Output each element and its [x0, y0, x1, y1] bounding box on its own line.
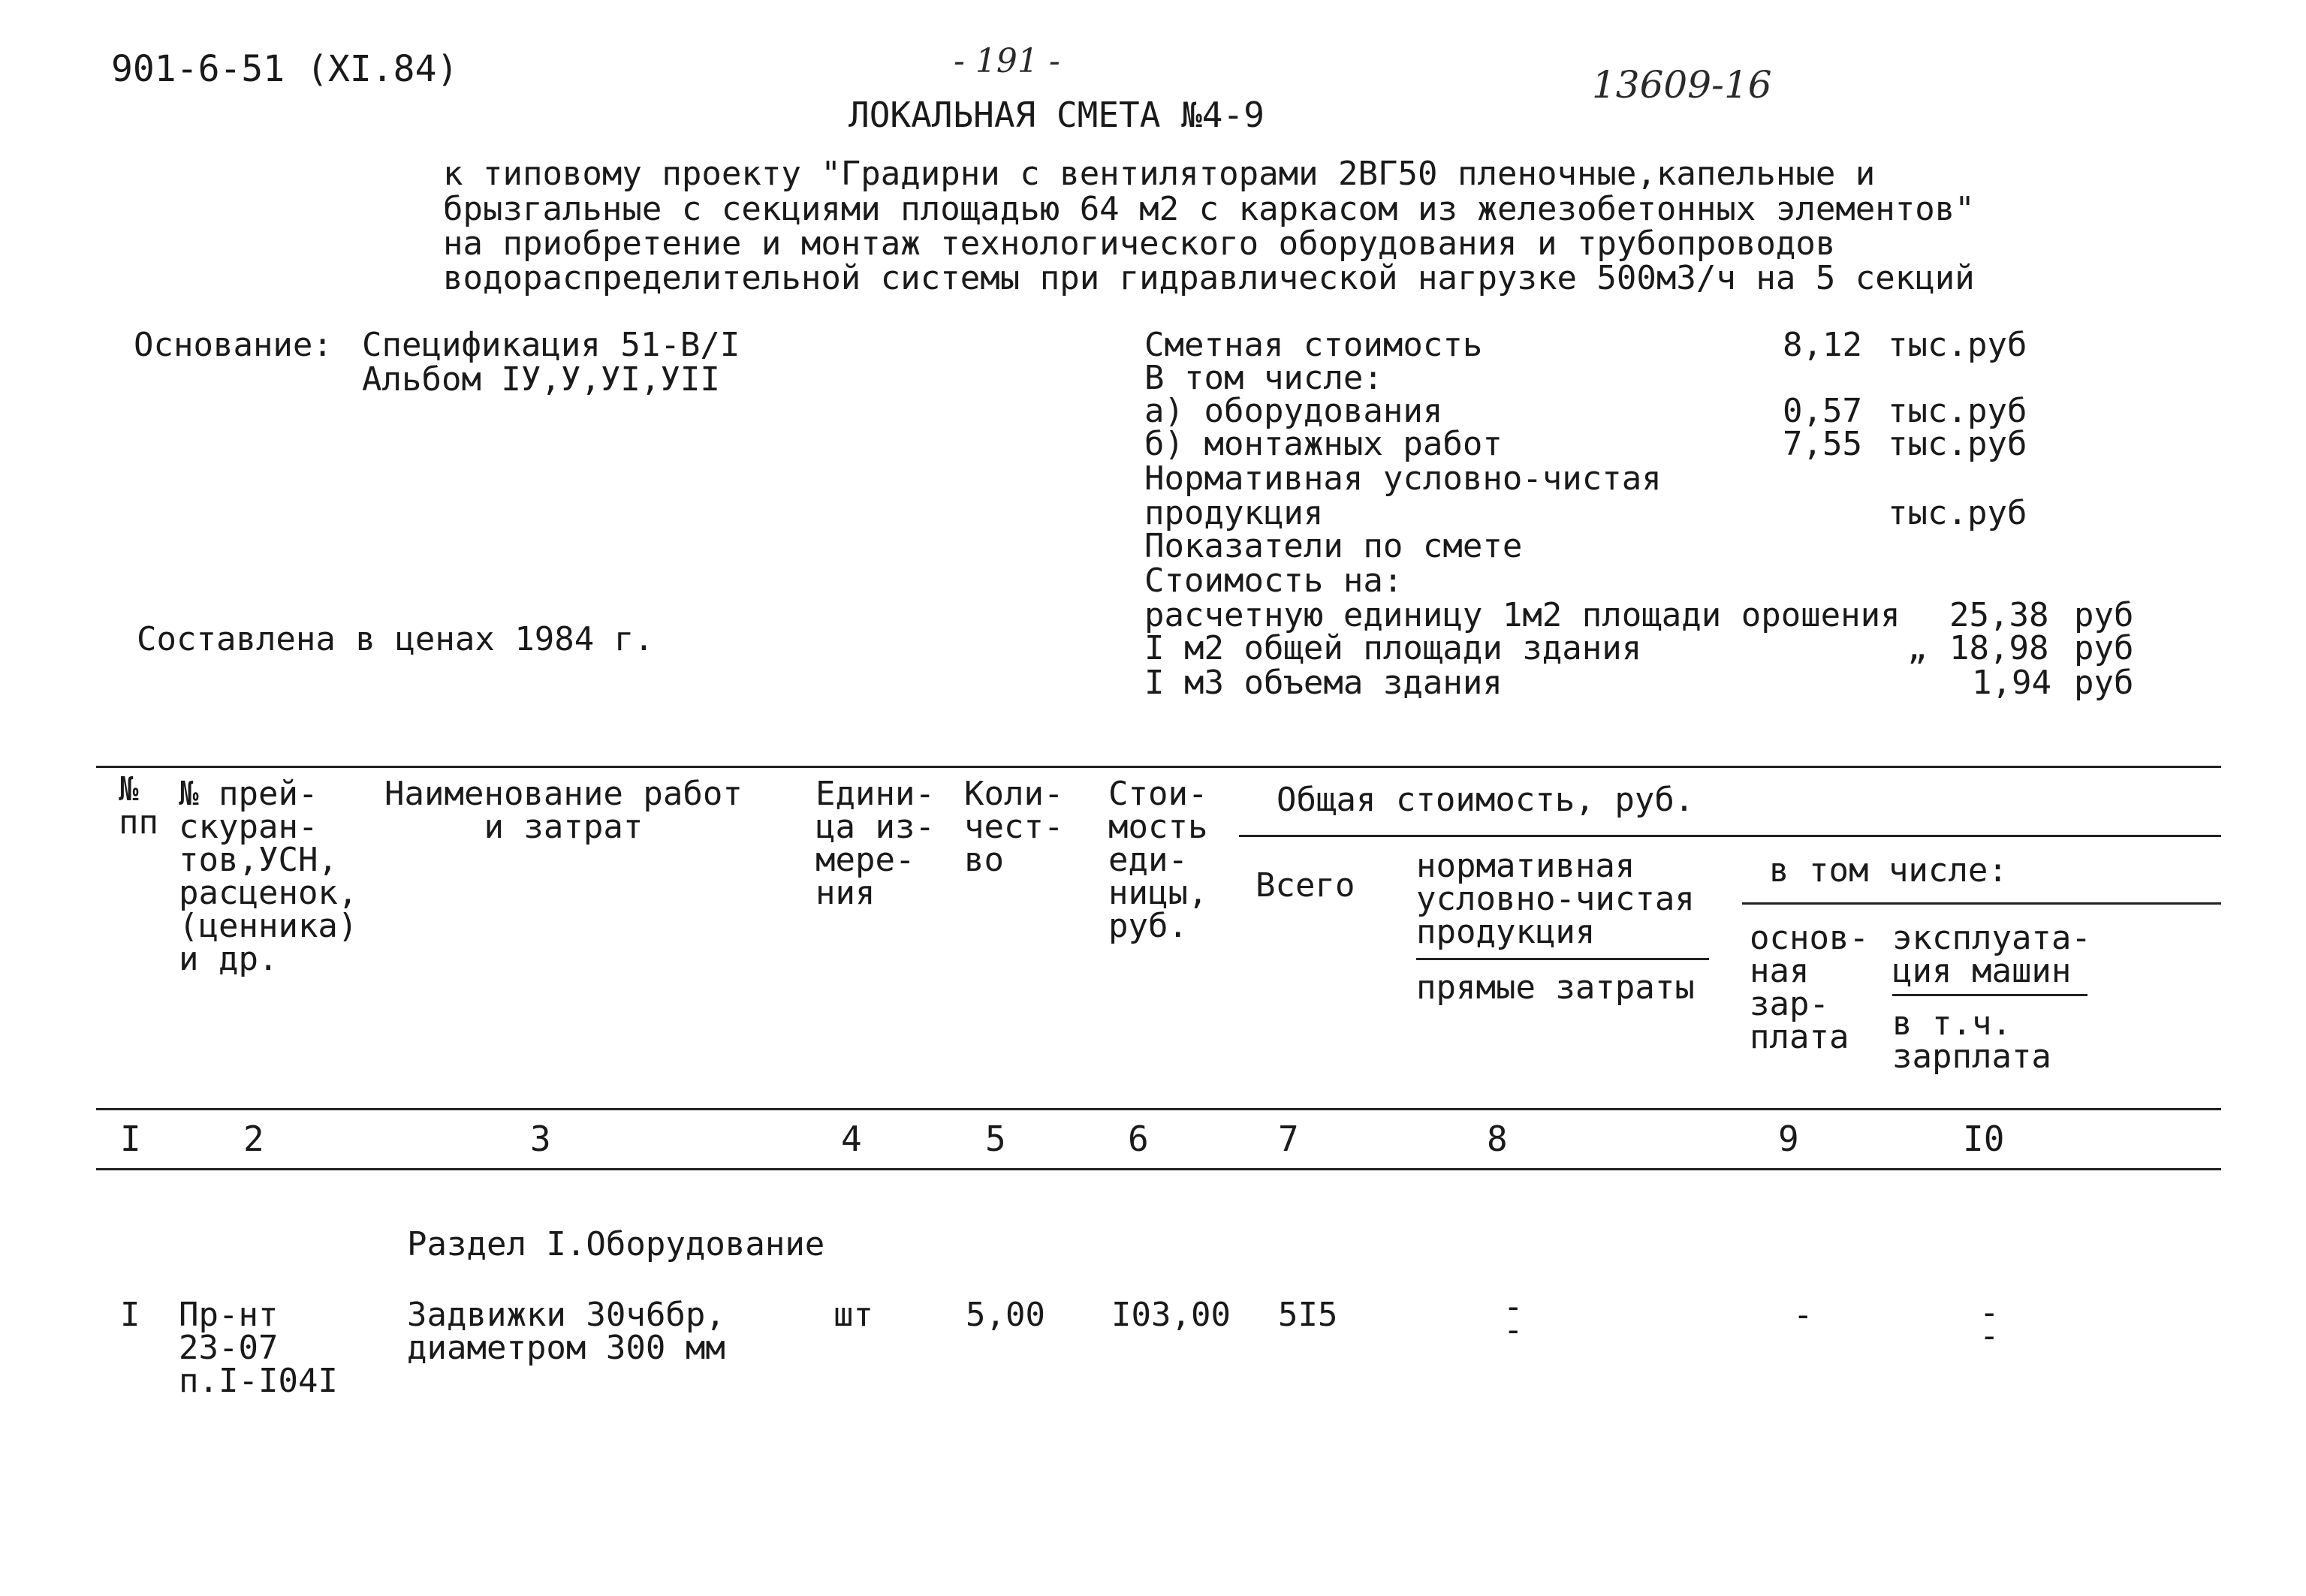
- header-col2-line: и др.: [179, 940, 279, 978]
- header-col6-line: мость: [1108, 808, 1208, 846]
- column-number-5: 5: [985, 1119, 1006, 1159]
- unit-area-label: расчетную единицу 1м2 площади орошения: [1144, 596, 1901, 634]
- row-quantity: 5,00: [966, 1296, 1045, 1334]
- column-number-8: 8: [1487, 1119, 1508, 1159]
- row-code: [179, 1296, 338, 1400]
- header-col10-line: эксплуата-: [1892, 919, 2091, 957]
- row-col8-dash: - -: [1503, 1287, 1524, 1349]
- column-number-4: 4: [841, 1119, 862, 1159]
- including-rule: [1742, 902, 2221, 905]
- header-col6-line: ницы,: [1108, 874, 1208, 912]
- column-number-3: 3: [530, 1119, 551, 1159]
- header-col5-line: чест-: [964, 808, 1064, 846]
- normative-label-2: продукция: [1144, 494, 1324, 532]
- building-volume-value: 1,94: [1972, 664, 2051, 702]
- header-col3-line: и затрат: [484, 808, 644, 846]
- header-col10-line: зарплата: [1892, 1037, 2051, 1076]
- header-col4-line: ца из-: [815, 808, 935, 846]
- column-number-9: 9: [1778, 1119, 1799, 1159]
- column-number-7: 7: [1278, 1119, 1299, 1159]
- document-code: 901-6-51 (XI.84): [111, 48, 459, 90]
- header-col4-line: ния: [815, 874, 876, 912]
- row-name-line: диаметром 300 мм: [407, 1329, 725, 1367]
- indicators-label: Показатели по смете: [1144, 527, 1523, 565]
- including-label: В том числе:: [1144, 359, 1383, 397]
- column-number-1: I: [120, 1119, 141, 1159]
- row-number: I: [120, 1296, 140, 1334]
- installation-label: б) монтажных работ: [1144, 425, 1503, 463]
- header-col9-line: ная: [1750, 952, 1810, 990]
- column-numbers-rule: [96, 1168, 2221, 1170]
- normative-unit: тыс.руб: [1888, 494, 2027, 532]
- row-col10-dash: - -: [1979, 1293, 2000, 1355]
- building-area-label: I м2 общей площади здания: [1144, 629, 1642, 667]
- header-col5: [964, 775, 1064, 879]
- header-col10-top: [1892, 919, 2091, 990]
- header-col6: [1108, 775, 1208, 945]
- header-col8-line: условно-чистая: [1416, 880, 1695, 918]
- header-including: в том числе:: [1769, 851, 2008, 890]
- prices-year: Составлена в ценах 1984 г.: [137, 620, 654, 658]
- column-number-2: 2: [243, 1119, 264, 1159]
- basis-label: Основание:: [134, 326, 333, 364]
- unit-area-unit: руб: [2074, 596, 2134, 634]
- row-unit: шт: [833, 1296, 873, 1334]
- row-code-line: п.I-I04I: [179, 1362, 338, 1400]
- building-area-unit: руб: [2074, 629, 2134, 667]
- row-code-line: Пр-нт: [179, 1296, 279, 1334]
- estimated-cost-unit: тыс.руб: [1888, 326, 2027, 364]
- subtitle-line-3: на приобретение и монтаж технологического оборудования и трубопроводов: [443, 224, 1836, 263]
- header-col8-bottom: прямые затраты: [1416, 968, 1695, 1007]
- header-col2-line: (ценника): [179, 907, 358, 945]
- header-col2-line: тов,УСН,: [179, 841, 338, 879]
- header-col3: [384, 775, 743, 846]
- basis-specification: Спецификация 51-В/I: [362, 326, 740, 364]
- total-cost-rule: [1239, 835, 2221, 837]
- header-col2-line: скуран-: [179, 808, 318, 846]
- header-col8-line: продукция: [1416, 913, 1596, 951]
- header-col9-line: основ-: [1750, 919, 1869, 957]
- section-title: Раздел I.Оборудование: [407, 1225, 825, 1263]
- normative-label-1: Нормативная условно-чистая: [1144, 459, 1662, 498]
- page-number: - 191 -: [954, 42, 1060, 80]
- header-col2: [179, 775, 358, 978]
- row-col9-dash: -: [1793, 1296, 1813, 1334]
- building-volume-label: I м3 объема здания: [1144, 664, 1503, 702]
- header-col9: [1750, 919, 1869, 1056]
- subtitle-line-1: к типовому проекту "Градирни с вентиляторами 2ВГ50 пленочные,капельные и: [443, 155, 1876, 193]
- handwritten-archive-number: 13609-16: [1592, 63, 1772, 107]
- header-col5-line: во: [964, 841, 1004, 879]
- header-bottom-rule: [96, 1108, 2221, 1110]
- installation-value: 7,55: [1783, 425, 1862, 463]
- header-col10-line: ция машин: [1892, 952, 2072, 990]
- header-col6-line: руб.: [1108, 907, 1188, 945]
- header-col1: № пп: [119, 770, 158, 842]
- row-code-line: 23-07: [179, 1329, 279, 1367]
- header-col4: [815, 775, 935, 912]
- header-col8-line: нормативная: [1416, 847, 1635, 885]
- header-col2-line: № прей-: [179, 775, 318, 813]
- normative-product-rule: [1416, 958, 1709, 960]
- row-unit-cost: I03,00: [1111, 1296, 1231, 1334]
- basis-album: Альбом IУ,У,УI,УII: [362, 360, 720, 399]
- table-top-rule: [96, 766, 2221, 768]
- building-area-ditto-mark: „: [1907, 629, 1928, 667]
- header-col9-line: зар-: [1750, 985, 1829, 1023]
- row-name: [407, 1296, 725, 1367]
- building-volume-unit: руб: [2074, 664, 2134, 702]
- equipment-value: 0,57: [1783, 392, 1862, 430]
- header-col7: Всего: [1255, 866, 1355, 905]
- header-col6-line: еди-: [1108, 841, 1188, 879]
- header-col4-line: Едини-: [815, 775, 935, 813]
- header-col3-line: Наименование работ: [384, 775, 743, 813]
- document-title: ЛОКАЛЬНАЯ СМЕТА №4-9: [849, 95, 1265, 135]
- column-number-6: 6: [1128, 1119, 1149, 1159]
- header-col8-top: [1416, 847, 1695, 951]
- header-col9-line: плата: [1750, 1018, 1849, 1056]
- subtitle-line-2: брызгальные с секциями площадью 64 м2 с каркасом из железобетонных элементов": [443, 190, 1975, 228]
- header-col4-line: мере-: [815, 841, 915, 879]
- column-number-10: I0: [1963, 1119, 2005, 1159]
- machines-rule: [1892, 994, 2087, 996]
- header-col10-line: в т.ч.: [1892, 1004, 2012, 1043]
- estimated-cost-label: Сметная стоимость: [1144, 326, 1483, 364]
- installation-unit: тыс.руб: [1888, 425, 2027, 463]
- row-name-line: Задвижки 30ч6бр,: [407, 1296, 725, 1334]
- building-area-value: 18,98: [1949, 629, 2049, 667]
- equipment-unit: тыс.руб: [1888, 392, 2027, 430]
- header-col5-line: Коли-: [964, 775, 1064, 813]
- subtitle-line-4: водораспределительной системы при гидравлической нагрузке 500м3/ч на 5 секций: [443, 259, 1975, 297]
- header-col10-bottom: [1892, 1004, 2051, 1076]
- estimated-cost-value: 8,12: [1783, 326, 1862, 364]
- cost-on-label: Стоимость на:: [1144, 562, 1403, 600]
- header-col6-line: Стои-: [1108, 775, 1208, 813]
- header-col2-line: расценок,: [179, 874, 358, 912]
- unit-area-value: 25,38: [1949, 596, 2049, 634]
- header-total-cost: Общая стоимость, руб.: [1277, 781, 1695, 819]
- row-total: 5I5: [1278, 1296, 1338, 1334]
- equipment-label: а) оборудования: [1144, 392, 1443, 430]
